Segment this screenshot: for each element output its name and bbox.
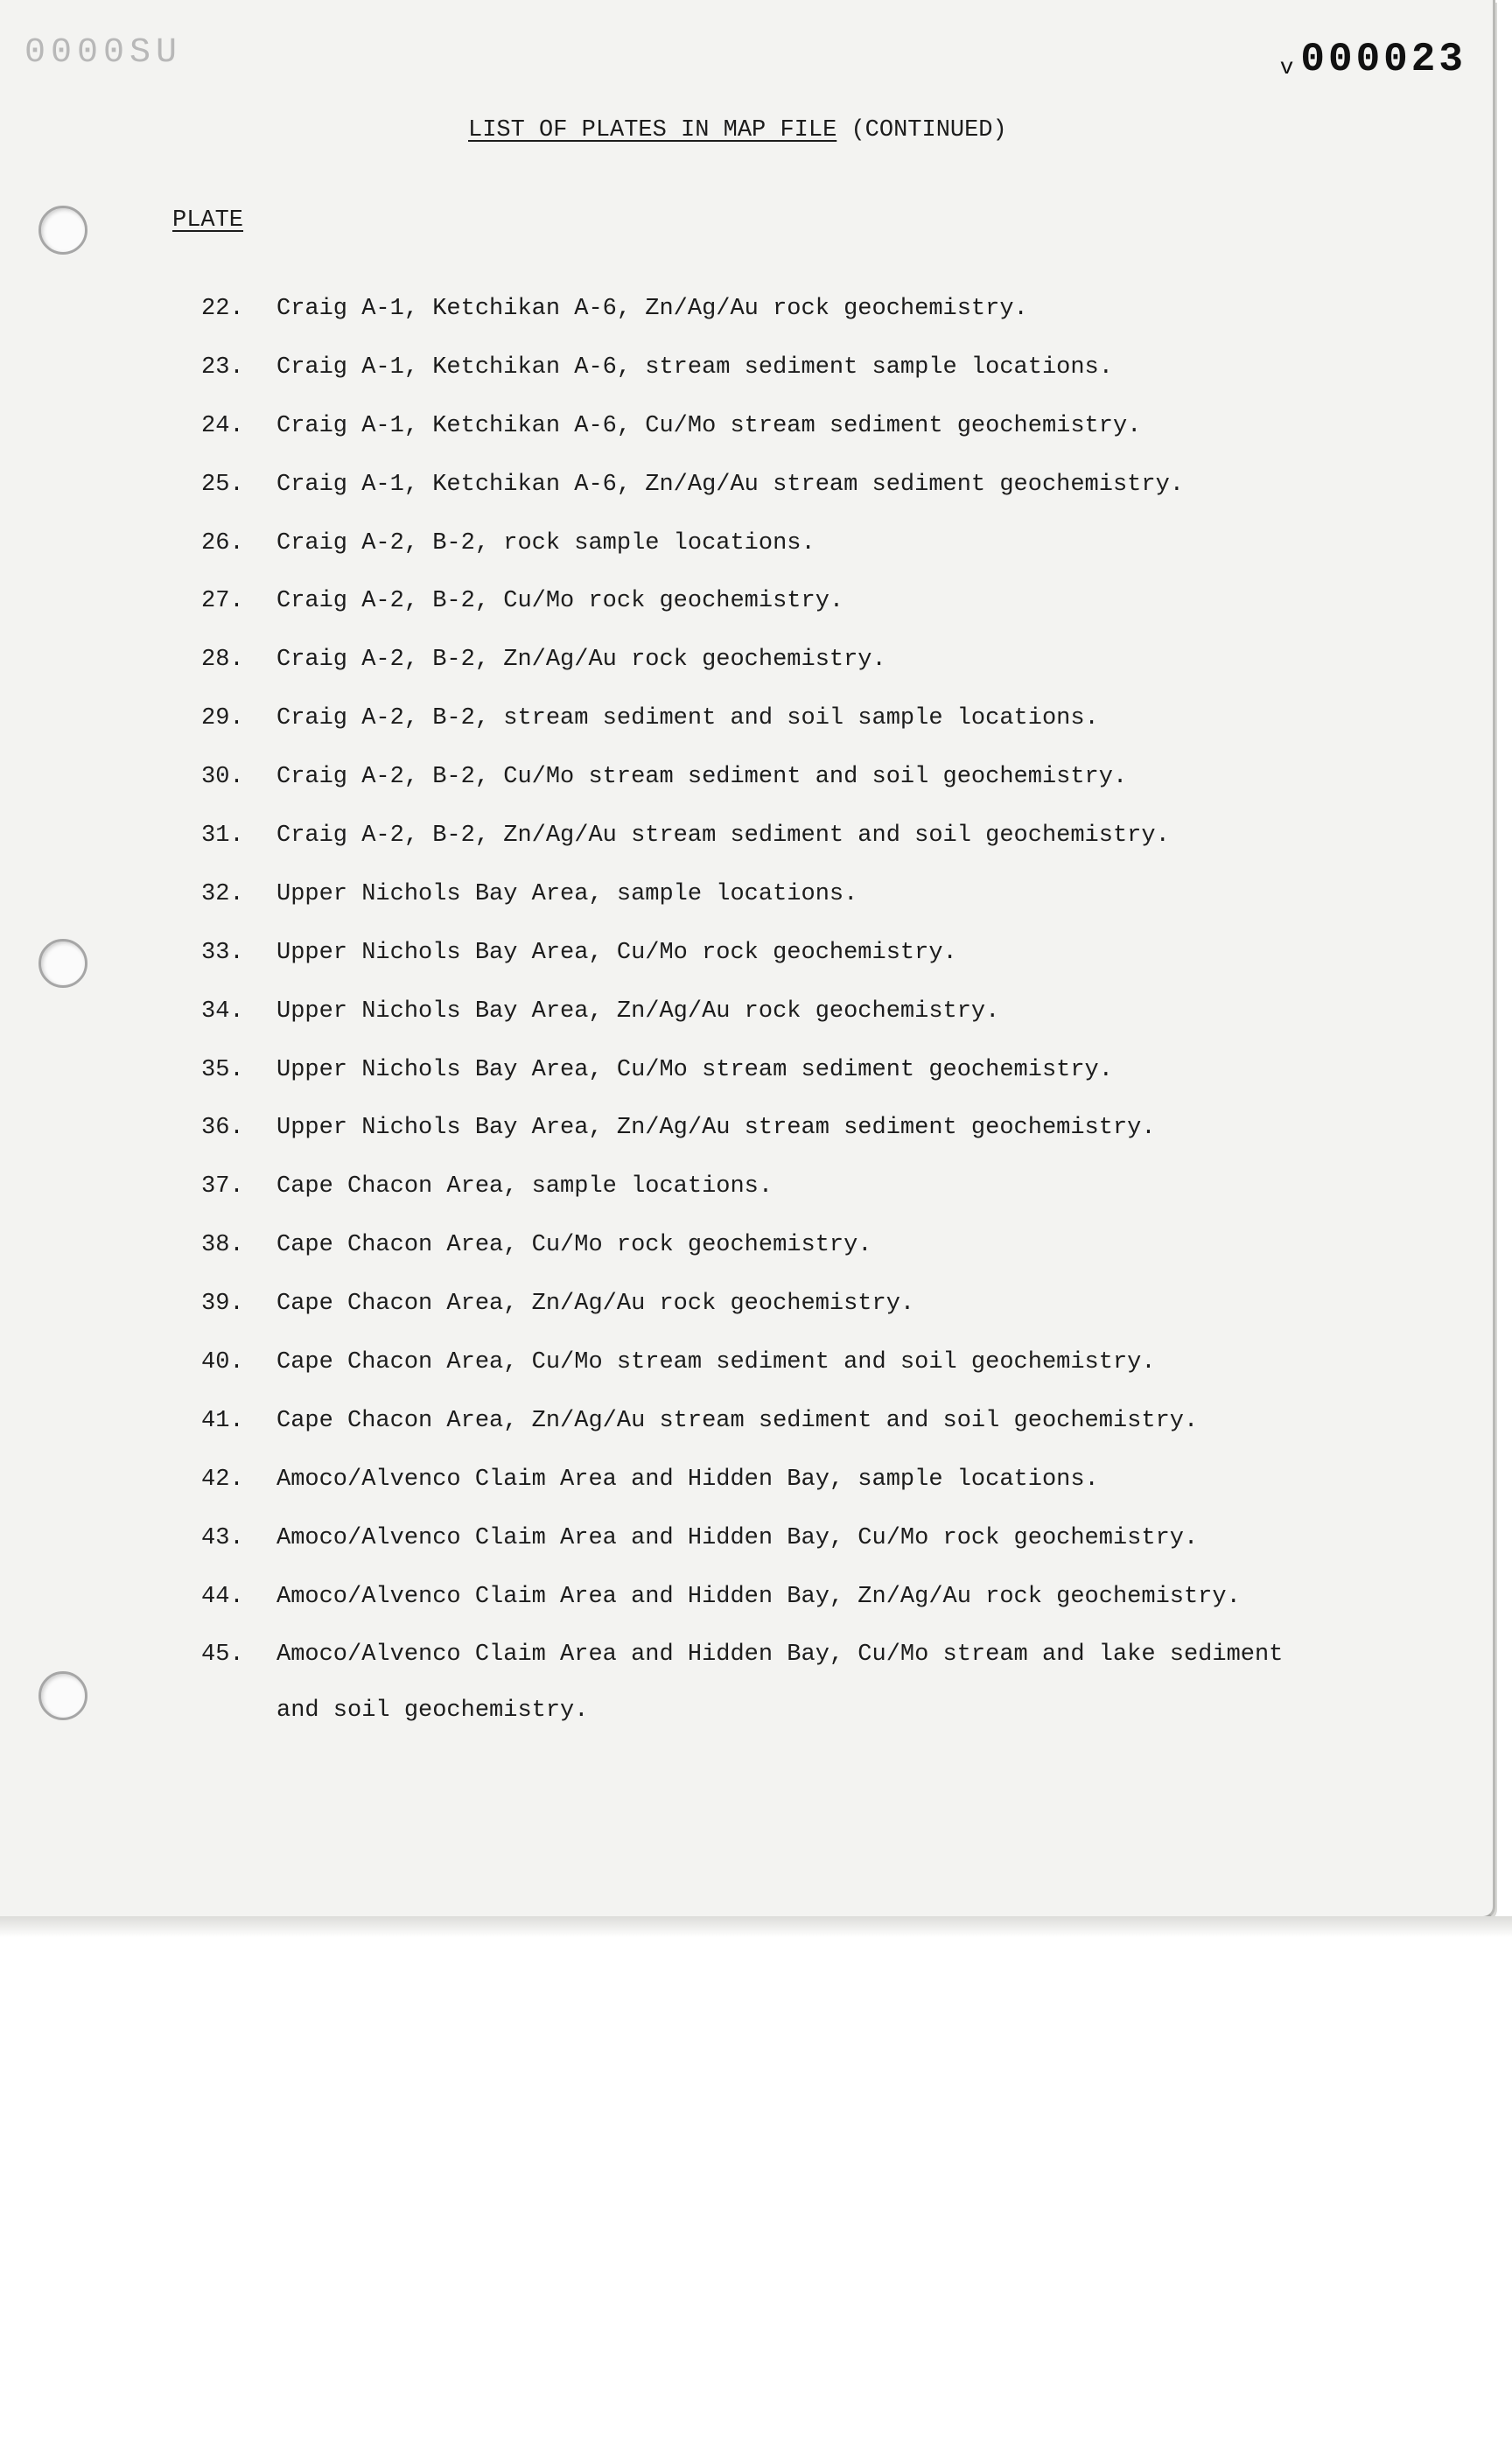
plate-number: 39. [201,1291,244,1318]
plate-number: 34. [201,998,244,1025]
plate-number: 27. [201,588,244,615]
plate-list-item [0,758,1493,816]
plate-list-item [0,992,1493,1051]
plate-number: 40. [201,1349,244,1376]
plate-number: 37. [201,1173,244,1200]
plate-list-item [0,290,1493,348]
plate-list-item [0,816,1493,875]
plate-description: Craig A-2, B-2, stream sediment and soil sample locations. [276,705,1099,732]
faint-stamp-number: 0000SU [24,33,183,73]
page-number-value: 000023 [1300,37,1466,82]
plate-column-heading: PLATE [172,207,244,234]
plate-description: Craig A-1, Ketchikan A-6, Zn/Ag/Au stream sediment geochemistry. [276,471,1184,498]
plate-list-item [0,1226,1493,1284]
plate-number: 23. [201,354,244,381]
plate-list-item [0,1578,1493,1636]
plate-description: Cape Chacon Area, Zn/Ag/Au stream sediment and soil geochemistry. [276,1407,1199,1434]
page-title [468,117,1007,144]
plate-description: Upper Nichols Bay Area, sample locations. [276,880,858,907]
plate-list-item [0,348,1493,407]
plate-description: Amoco/Alvenco Claim Area and Hidden Bay, Zn/Ag/Au rock geochemistry. [276,1583,1241,1610]
plate-description: Craig A-2, B-2, Zn/Ag/Au stream sediment and soil geochemistry. [276,822,1170,850]
plate-number: 35. [201,1056,244,1083]
plate-number: 31. [201,822,244,850]
plate-description: Craig A-1, Ketchikan A-6, Zn/Ag/Au rock geochemistry. [276,296,1028,322]
plate-description: Craig A-2, B-2, rock sample locations. [276,529,816,556]
page-title-suffix: (CONTINUED) [850,117,1007,144]
plate-list-item [0,875,1493,934]
plate-list-item [0,699,1493,758]
plate-description: Craig A-1, Ketchikan A-6, stream sediment sample locations. [276,354,1113,381]
plate-description: Upper Nichols Bay Area, Zn/Ag/Au stream sediment geochemistry. [276,1115,1156,1142]
plate-list-item [0,1343,1493,1402]
plate-list-item [0,1635,1493,1694]
plate-list-item [0,1284,1493,1343]
plate-number: 22. [201,296,244,322]
plate-description: Craig A-1, Ketchikan A-6, Cu/Mo stream sediment geochemistry. [276,412,1142,439]
plate-description: Amoco/Alvenco Claim Area and Hidden Bay, sample locations. [276,1466,1099,1493]
page-number-prefix: v [1279,54,1294,80]
plate-list-item [0,466,1493,524]
plate-list-item [0,640,1493,699]
plate-number: 29. [201,705,244,732]
plate-description: Upper Nichols Bay Area, Cu/Mo stream sediment geochemistry. [276,1056,1113,1083]
plate-list [0,290,1493,1694]
plate-number: 24. [201,412,244,439]
plate-description: Upper Nichols Bay Area, Cu/Mo rock geochemistry. [276,939,957,966]
plate-number: 43. [201,1524,244,1551]
plate-number: 42. [201,1466,244,1493]
binder-hole-top [38,206,88,255]
plate-number: 26. [201,529,244,556]
plate-list-item [0,1051,1493,1110]
plate-description: Craig A-2, B-2, Cu/Mo stream sediment and soil geochemistry. [276,764,1128,791]
plate-45-continuation-line: and soil geochemistry. [276,1698,589,1724]
plate-number: 45. [201,1642,244,1669]
plate-description: Craig A-2, B-2, Zn/Ag/Au rock geochemistry. [276,647,886,674]
plate-number: 44. [201,1583,244,1610]
plate-list-item [0,582,1493,640]
plate-number: 32. [201,880,244,907]
plate-description: Amoco/Alvenco Claim Area and Hidden Bay, Cu/Mo rock geochemistry. [276,1524,1199,1551]
plate-number: 38. [201,1232,244,1259]
plate-description: Cape Chacon Area, sample locations. [276,1173,774,1200]
page-bottom-shadow [0,1916,1512,1937]
plate-number: 28. [201,647,244,674]
plate-list-item [0,1109,1493,1167]
plate-description: Cape Chacon Area, Cu/Mo stream sediment and soil geochemistry. [276,1349,1156,1376]
plate-list-item [0,407,1493,466]
page-title-main: LIST OF PLATES IN MAP FILE [468,117,837,144]
plate-description: Craig A-2, B-2, Cu/Mo rock geochemistry. [276,588,844,615]
plate-list-item [0,524,1493,583]
plate-description: Cape Chacon Area, Cu/Mo rock geochemistry. [276,1232,872,1259]
plate-list-item [0,1519,1493,1578]
plate-list-item [0,1460,1493,1519]
plate-list-item [0,934,1493,992]
plate-list-item [0,1167,1493,1226]
plate-description: Upper Nichols Bay Area, Zn/Ag/Au rock geochemistry. [276,998,1000,1025]
plate-number: 33. [201,939,244,966]
page-number-stamp [1280,37,1466,82]
plate-number: 30. [201,764,244,791]
plate-number: 41. [201,1407,244,1434]
plate-number: 36. [201,1115,244,1142]
plate-number: 25. [201,471,244,498]
plate-list-item [0,1402,1493,1460]
plate-description: Cape Chacon Area, Zn/Ag/Au rock geochemistry. [276,1291,915,1318]
plate-description: Amoco/Alvenco Claim Area and Hidden Bay, Cu/Mo stream and lake sediment [276,1642,1284,1669]
